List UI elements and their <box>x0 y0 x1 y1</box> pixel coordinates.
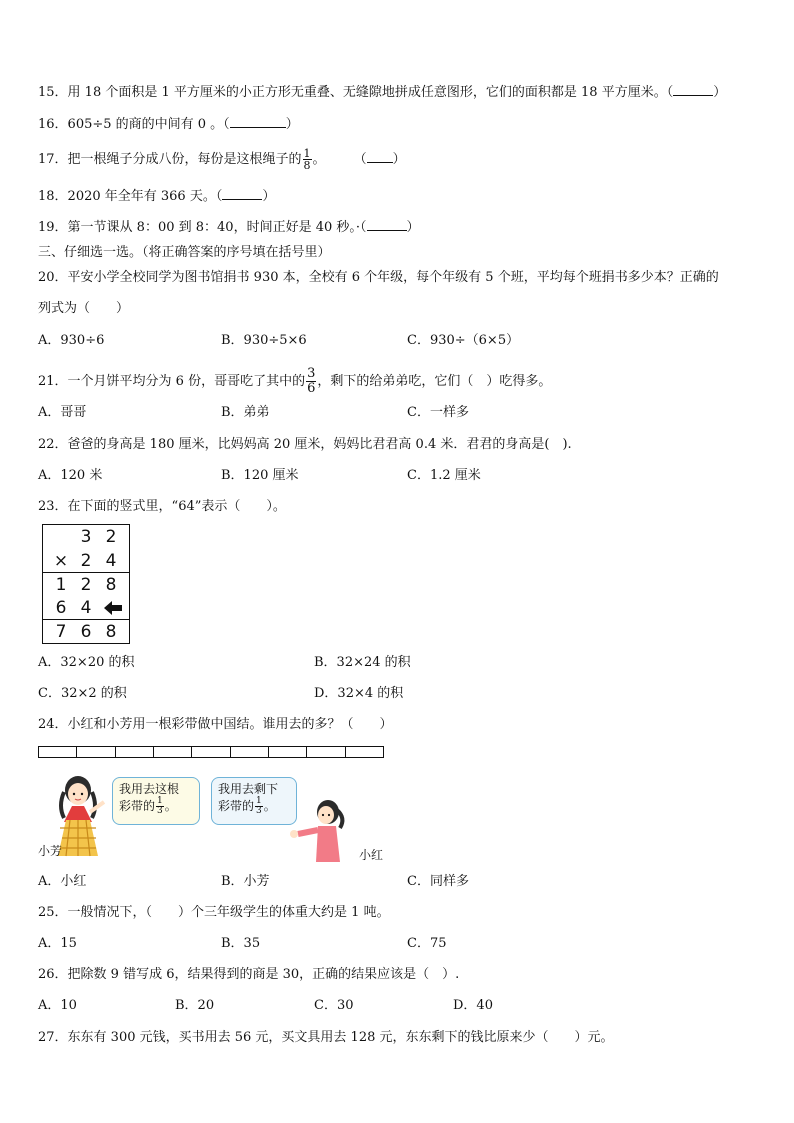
question-19 <box>38 218 420 236</box>
question-15-text: 15．用 18 个面积是 1 平方厘米的小正方形无重叠、无缝隙地拼成任意图形，它们的面积都是 18 平方厘米。（ <box>38 85 674 100</box>
ribbon-segment <box>231 747 269 757</box>
answer-blank[interactable] <box>367 218 407 231</box>
bubble-text-end: 。 <box>164 799 177 813</box>
calc-row <box>43 525 129 547</box>
bubble-text <box>119 797 193 816</box>
option-c[interactable]: C．同样多 <box>407 874 469 889</box>
option-a[interactable]: A．15 <box>38 936 77 951</box>
ribbon-segment <box>39 747 77 757</box>
answer-blank[interactable] <box>222 187 262 200</box>
question-18-text: 18．2020 年全年有 366 天。（ <box>38 189 223 204</box>
ribbon-segment <box>269 747 307 757</box>
ribbon-diagram <box>38 746 384 758</box>
question-26: 26．把除数 9 错写成 6，结果得到的商是 30，正确的结果应该是（ ）. <box>38 967 460 982</box>
ribbon-segment <box>77 747 115 757</box>
question-27: 27．东东有 300 元钱，买书用去 56 元，买文具用去 128 元，东东剩下的钱比原来少（ ）元。 <box>38 1030 614 1045</box>
fraction-numerator: 3 <box>307 366 316 381</box>
name-xiaohong: 小红 <box>359 848 384 862</box>
question-23: 23．在下面的竖式里，“64”表示（ ）。 <box>38 499 286 514</box>
question-22: 22．爸爸的身高是 180 厘米，比妈妈高 20 厘米，妈妈比君君高 0.4 米．君君的身高是( ). <box>38 437 572 452</box>
question-16 <box>38 115 299 133</box>
paren-close: ） <box>262 189 276 204</box>
speech-bubble-xiaofang <box>112 777 200 825</box>
option-c[interactable]: C．32×2 的积 <box>38 686 127 701</box>
calc-row <box>43 620 129 642</box>
section-heading: 三、仔细选一选。（将正确答案的序号填在括号里） <box>38 245 331 260</box>
option-a[interactable]: A．哥哥 <box>38 405 87 420</box>
fraction-numerator: 1 <box>157 796 163 806</box>
fraction-numerator: 1 <box>256 796 262 806</box>
answer-blank[interactable] <box>230 115 286 128</box>
paren-close: ） <box>713 85 727 100</box>
calc-digit: 2 <box>80 575 92 595</box>
bubble-text <box>218 797 290 816</box>
option-c[interactable]: C．1.2 厘米 <box>407 468 481 483</box>
question-25: 25．一般情况下，（ ）个三年级学生的体重大约是 1 吨。 <box>38 905 390 920</box>
fraction-denominator: 3 <box>256 806 262 816</box>
vertical-multiplication <box>42 524 130 644</box>
calc-digit: 2 <box>105 527 117 547</box>
ribbon-segment <box>346 747 383 757</box>
calc-row <box>43 596 129 618</box>
paren-close: ） <box>392 152 406 167</box>
option-a[interactable]: A．10 <box>38 998 77 1013</box>
option-d[interactable]: D．32×4 的积 <box>314 686 404 701</box>
option-a[interactable]: A．小红 <box>38 874 87 889</box>
bubble-text-part: 彩带的 <box>119 799 156 813</box>
question-15 <box>38 83 726 101</box>
option-d[interactable]: D．40 <box>453 998 493 1013</box>
calc-digit: 4 <box>80 598 92 618</box>
bubble-text-part: 彩带的 <box>218 799 255 813</box>
option-c[interactable]: C．一样多 <box>407 405 469 420</box>
fraction-denominator: 8 <box>303 159 311 172</box>
question-24: 24．小红和小芳用一根彩带做中国结。谁用去的多？（ ） <box>38 717 393 732</box>
calc-digit: 8 <box>105 575 117 595</box>
speech-bubble-xiaohong <box>211 777 297 825</box>
question-21-rest: ，剩下的给弟弟吃，它们（ ）吃得多。 <box>317 374 552 389</box>
option-b[interactable]: B．120 厘米 <box>221 468 299 483</box>
fraction-denominator: 3 <box>157 806 163 816</box>
option-b[interactable]: B．32×24 的积 <box>314 655 411 670</box>
girl-right-illustration <box>286 798 358 862</box>
answer-blank[interactable] <box>367 150 393 163</box>
question-19-text: 19．第一节课从 8：00 到 8：40，时间正好是 40 秒。·（ <box>38 220 367 235</box>
ribbon-segment <box>154 747 192 757</box>
name-xiaofang: 小芳 <box>38 844 63 858</box>
fraction-numerator: 1 <box>303 147 311 160</box>
fraction <box>306 367 316 396</box>
paren-close: ） <box>285 117 299 132</box>
option-a[interactable]: A．32×20 的积 <box>38 655 135 670</box>
paren-close: ） <box>406 220 420 235</box>
option-c[interactable]: C．930÷（6×5） <box>407 333 520 348</box>
option-c[interactable]: C．75 <box>407 936 447 951</box>
ribbon-segment <box>192 747 230 757</box>
calc-row <box>43 549 129 571</box>
calc-digit: 4 <box>105 551 117 571</box>
ribbon-segment <box>307 747 345 757</box>
option-b[interactable]: B．弟弟 <box>221 405 270 420</box>
question-17-text: 17．把一根绳子分成八份，每份是这根绳子的 <box>38 152 302 167</box>
calc-row <box>43 573 129 595</box>
bubble-text: 我用去剩下 <box>218 782 279 796</box>
option-b[interactable]: B．930÷5×6 <box>221 333 307 348</box>
question-20-line1: 20．平安小学全校同学为图书馆捐书 930 本，全校有 6 个年级，每个年级有 5 个班，平均每个班捐书多少本？正确的 <box>38 270 719 285</box>
times-sign: × <box>53 551 69 571</box>
option-b[interactable]: B．小芳 <box>221 874 270 889</box>
paren-open: （ <box>353 152 367 167</box>
option-b[interactable]: B．20 <box>175 998 215 1013</box>
fraction <box>303 148 312 171</box>
question-18 <box>38 187 275 205</box>
answer-blank[interactable] <box>673 83 713 96</box>
question-17-period: 。 <box>312 152 326 167</box>
option-c[interactable]: C．30 <box>314 998 354 1013</box>
option-a[interactable]: A．120 米 <box>38 468 103 483</box>
calc-digit: 6 <box>55 598 67 618</box>
option-a[interactable]: A．930÷6 <box>38 333 105 348</box>
arrow-left-icon <box>103 600 123 621</box>
fraction <box>255 797 263 816</box>
bubble-text-end: 。 <box>263 799 276 813</box>
question-21-text: 21．一个月饼平均分为 6 份，哥哥吃了其中的 <box>38 374 306 389</box>
question-20-line2: 列式为（ ） <box>38 301 130 316</box>
calc-digit: 8 <box>105 622 117 642</box>
fraction-denominator: 6 <box>307 381 316 396</box>
calc-digit: 2 <box>80 551 92 571</box>
question-17 <box>38 148 406 171</box>
fraction <box>156 797 164 816</box>
option-b[interactable]: B．35 <box>221 936 261 951</box>
calc-digit: 6 <box>80 622 92 642</box>
question-16-text: 16．605÷5 的商的中间有 0 。（ <box>38 117 230 132</box>
bubble-text: 我用去这根 <box>119 782 180 796</box>
calc-digit: 7 <box>55 622 67 642</box>
calc-digit: 3 <box>80 527 92 547</box>
ribbon-segment <box>116 747 154 757</box>
question-21 <box>38 367 551 396</box>
calc-digit: 1 <box>55 575 67 595</box>
